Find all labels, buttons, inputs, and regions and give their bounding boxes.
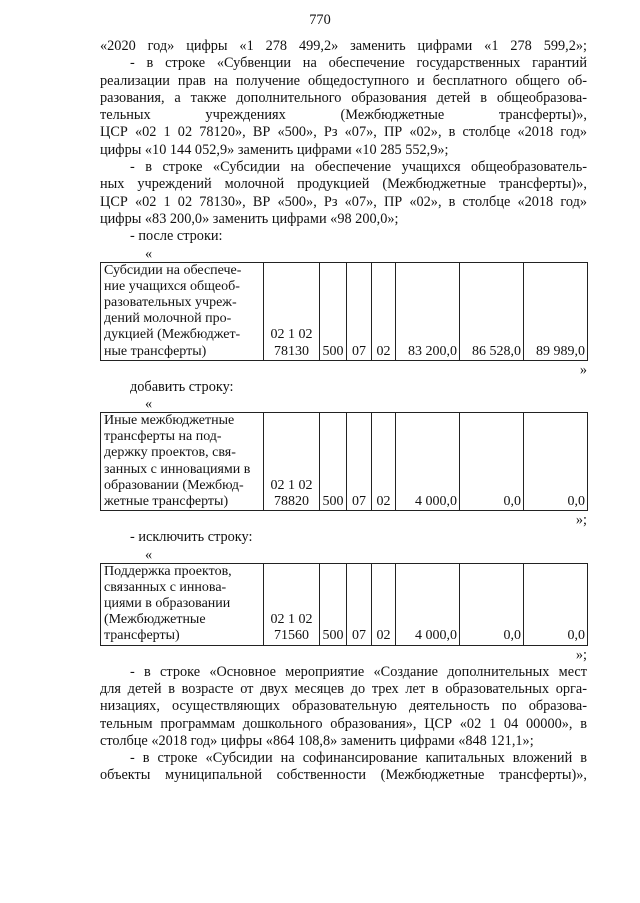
text-line: - в строке «Основное мероприятие «Создание дополнительных мест [130,663,587,680]
text-line: тельных учреждениях (Межбюджетные трансферты)», [100,107,587,124]
close-quote: »; [575,646,587,663]
document-body [100,38,587,785]
close-quote: »; [575,512,587,529]
value-2019-cell: 0,0 [460,563,524,645]
close-quote: » [579,361,587,378]
text-line: цифры «83 200,0» заменить цифрами «98 200,0»; [100,210,399,227]
value-2020-cell: 0,0 [524,413,588,511]
value-2020-cell: 0,0 [524,563,588,645]
vr-cell: 500 [320,563,347,645]
text-line: столбце «2018 год» цифры «864 108,8» заменить цифрами «848 121,1»; [100,732,534,749]
row-name-cell: Иные межбюджетные трансферты на под- держку проектов, свя- занных с инновациями в образовании (Межбюд- жетные трансферты) [101,413,264,511]
budget-table-excluded [100,563,588,646]
text-line: - в строке «Субсидии на обеспечение учащихся общеобразователь- [130,159,587,176]
value-2018-cell: 4 000,0 [396,563,460,645]
csr-cell: 02 1 02 78820 [264,413,320,511]
page-number: 770 [309,12,331,28]
row-name-cell: Поддержка проектов, связанных с иннова- циями в образовании (Межбюджетные трансферты) [101,563,264,645]
text-line: цифры «10 144 052,9» заменить цифрами «10 285 552,9»; [100,141,449,158]
exclude-row-label: - исключить строку: [130,529,253,546]
text-line: реализации прав на получение общедоступного и бесплатного общего об- [100,72,587,89]
rz-cell: 07 [347,413,372,511]
text-line: для детей в возрасте от двух месяцев до трех лет в образовательных орга- [100,680,587,697]
row-name-cell: Субсидии на обеспече- ние учащихся общеоб- разовательных учреж- дений молочной про- дукцией (Межбюджет- ные трансферты) [101,262,264,360]
text-line: «2020 год» цифры «1 278 499,2» заменить цифрами «1 278 599,2»; [100,38,587,54]
text-line: объекты муниципальной собственности (Межбюджетные трансферты)», [100,767,587,784]
open-quote: « [145,245,153,262]
after-row-label: - после строки: [130,228,223,245]
text-line: тельным программам дошкольного образования», ЦСР «02 1 04 00000», в [100,715,587,732]
table-row [101,413,588,511]
pr-cell: 02 [372,563,396,645]
vr-cell: 500 [320,262,347,360]
value-2020-cell: 89 989,0 [524,262,588,360]
text-line: ЦСР «02 1 02 78120», ВР «500», Рз «07», ПР «02», в столбце «2018 год» [100,124,587,141]
text-line: - в строке «Субвенции на обеспечение государственных гарантий [130,55,587,72]
open-quote: « [145,546,153,563]
open-quote: « [145,396,153,413]
rz-cell: 07 [347,262,372,360]
rz-cell: 07 [347,563,372,645]
value-2018-cell: 4 000,0 [396,413,460,511]
value-2019-cell: 0,0 [460,413,524,511]
csr-cell: 02 1 02 71560 [264,563,320,645]
add-row-label: добавить строку: [130,378,234,395]
table-row [101,262,588,360]
text-line: низациях, осуществляющих образовательную деятельность по образова- [100,698,587,715]
value-2019-cell: 86 528,0 [460,262,524,360]
text-line: ных учреждений молочной продукцией (Межбюджетные трансферты)», [100,176,587,193]
budget-table-existing [100,262,588,361]
pr-cell: 02 [372,262,396,360]
text-line: - в строке «Субсидии на софинансирование капитальных вложений в [130,750,587,767]
value-2018-cell: 83 200,0 [396,262,460,360]
budget-table-added [100,412,588,511]
table-row [101,563,588,645]
pr-cell: 02 [372,413,396,511]
text-line: разования, а также дополнительного образования детей в общеобразова- [100,89,587,106]
text-line: ЦСР «02 1 02 78130», ВР «500», Рз «07», ПР «02», в столбце «2018 год» [100,193,587,210]
vr-cell: 500 [320,413,347,511]
csr-cell: 02 1 02 78130 [264,262,320,360]
